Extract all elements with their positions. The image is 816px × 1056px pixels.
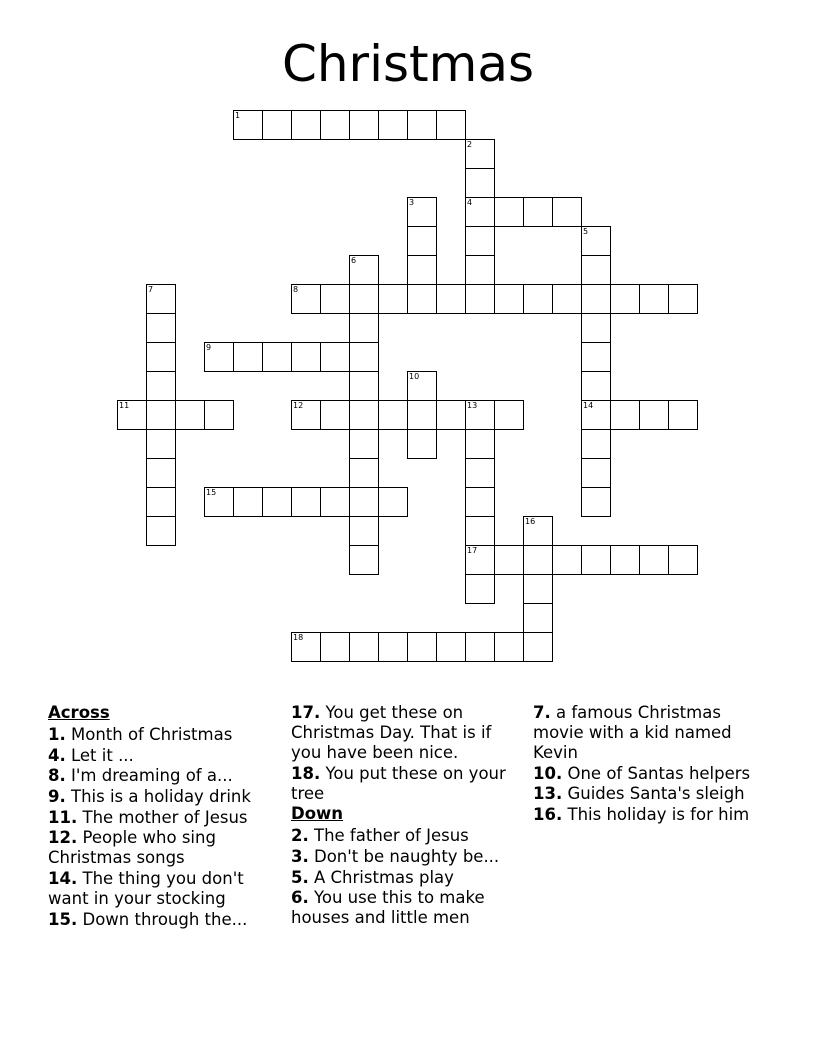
grid-cell[interactable] [581, 226, 611, 256]
clue-down-7: 7. a famous Christmas movie with a kid named Kevin [533, 703, 732, 762]
grid-cell[interactable] [320, 400, 350, 430]
grid-cell[interactable] [668, 400, 698, 430]
grid-cell[interactable] [146, 400, 176, 430]
grid-cell[interactable] [262, 487, 292, 517]
grid-cell[interactable] [146, 342, 176, 372]
grid-cell[interactable] [146, 487, 176, 517]
grid-cell[interactable] [349, 371, 379, 401]
grid-cell[interactable] [233, 110, 263, 140]
grid-cell[interactable] [378, 632, 408, 662]
grid-cell[interactable] [581, 255, 611, 285]
grid-cell[interactable] [639, 400, 669, 430]
grid-cell[interactable] [378, 110, 408, 140]
clues-column-1 [48, 703, 280, 931]
grid-cell[interactable] [436, 110, 466, 140]
grid-cell[interactable] [146, 313, 176, 343]
grid-cell[interactable] [349, 429, 379, 459]
grid-cell[interactable] [523, 574, 553, 604]
grid-cell[interactable] [407, 197, 437, 227]
clue-down-6: 6. You use this to make houses and little men [291, 888, 485, 928]
grid-cell[interactable] [291, 342, 321, 372]
cell-number: 13 [467, 401, 478, 410]
cell-number: 17 [467, 546, 478, 555]
grid-cell[interactable] [146, 516, 176, 546]
clue-across-11: 11. The mother of Jesus [48, 807, 248, 827]
grid-cell[interactable] [262, 342, 292, 372]
grid-cell[interactable] [610, 400, 640, 430]
cell-number: 18 [293, 633, 304, 642]
grid-cell[interactable] [668, 545, 698, 575]
grid-cell[interactable] [436, 632, 466, 662]
cell-number: 1 [235, 111, 241, 120]
grid-cell[interactable] [320, 487, 350, 517]
grid-cell[interactable] [581, 429, 611, 459]
grid-cell[interactable] [465, 197, 495, 227]
grid-cell[interactable] [465, 632, 495, 662]
grid-cell[interactable] [349, 110, 379, 140]
cell-number: 4 [467, 198, 473, 207]
grid-cell[interactable] [175, 400, 205, 430]
grid-cell[interactable] [523, 516, 553, 546]
clue-across-1: 1. Month of Christmas [48, 725, 233, 744]
grid-cell[interactable] [349, 632, 379, 662]
cell-number: 15 [206, 488, 217, 497]
grid-cell[interactable] [436, 400, 466, 430]
grid-cell[interactable] [581, 400, 611, 430]
clues-column-2 [291, 703, 523, 929]
grid-cell[interactable] [349, 400, 379, 430]
across-heading: Across [48, 703, 110, 722]
grid-cell[interactable] [523, 632, 553, 662]
grid-cell[interactable] [291, 284, 321, 314]
grid-cell[interactable] [407, 632, 437, 662]
grid-cell[interactable] [465, 458, 495, 488]
grid-cell[interactable] [320, 110, 350, 140]
clue-across-8: 8. I'm dreaming of a... [48, 766, 233, 786]
clues-column-3 [533, 703, 765, 826]
grid-cell[interactable] [581, 342, 611, 372]
grid-cell[interactable] [204, 342, 234, 372]
cell-number: 6 [351, 256, 357, 265]
clue-across-9: 9. This is a holiday drink [48, 787, 251, 807]
grid-cell[interactable] [523, 197, 553, 227]
grid-cell[interactable] [320, 632, 350, 662]
grid-cell[interactable] [407, 371, 437, 401]
grid-cell[interactable] [204, 487, 234, 517]
grid-cell[interactable] [291, 400, 321, 430]
grid-cell[interactable] [465, 545, 495, 575]
cell-number: 8 [293, 285, 299, 294]
grid-cell[interactable] [146, 429, 176, 459]
grid-cell[interactable] [320, 342, 350, 372]
clue-across-18: 18. You put these on your tree [291, 763, 506, 803]
grid-cell[interactable] [610, 284, 640, 314]
grid-cell[interactable] [349, 516, 379, 546]
clue-across-4: 4. Let it ... [48, 745, 134, 765]
grid-cell[interactable] [378, 284, 408, 314]
grid-cell[interactable] [407, 226, 437, 256]
grid-cell[interactable] [349, 313, 379, 343]
grid-cell[interactable] [610, 545, 640, 575]
grid-cell[interactable] [494, 284, 524, 314]
grid-cell[interactable] [349, 255, 379, 285]
cell-number: 16 [525, 517, 536, 526]
grid-cell[interactable] [465, 574, 495, 604]
down-heading: Down [291, 804, 344, 824]
grid-cell[interactable] [465, 226, 495, 256]
cell-number: 2 [467, 140, 473, 149]
clue-down-10: 10. One of Santas helpers [533, 763, 751, 783]
clue-across-15: 15. Down through the... [48, 909, 248, 929]
cell-number: 3 [409, 198, 415, 207]
grid-cell[interactable] [465, 400, 495, 430]
clue-down-5: 5. A Christmas play [291, 867, 454, 887]
grid-cell[interactable] [523, 545, 553, 575]
cell-number: 7 [148, 285, 154, 294]
grid-cell[interactable] [465, 139, 495, 169]
clue-down-16: 16. This holiday is for him [533, 805, 750, 825]
grid-cell[interactable] [146, 284, 176, 314]
clue-down-3: 3. Don't be naughty be... [291, 847, 500, 867]
grid-cell[interactable] [291, 487, 321, 517]
grid-cell[interactable] [320, 284, 350, 314]
grid-cell[interactable] [494, 545, 524, 575]
grid-cell[interactable] [465, 516, 495, 546]
grid-cell[interactable] [262, 110, 292, 140]
cell-number: 9 [206, 343, 212, 352]
grid-cell[interactable] [581, 313, 611, 343]
grid-cell[interactable] [378, 400, 408, 430]
grid-cell[interactable] [291, 632, 321, 662]
puzzle-title: Christmas [281, 35, 535, 93]
grid-cell[interactable] [465, 255, 495, 285]
grid-cell[interactable] [204, 400, 234, 430]
grid-cell[interactable] [581, 371, 611, 401]
clue-down-2: 2. The father of Jesus [291, 826, 469, 846]
grid-cell[interactable] [436, 284, 466, 314]
clue-across-14: 14. The thing you don't want in your stocking [48, 869, 244, 909]
grid-cell[interactable] [581, 458, 611, 488]
grid-cell[interactable] [465, 429, 495, 459]
grid-cell[interactable] [639, 545, 669, 575]
grid-cell[interactable] [581, 487, 611, 517]
grid-cell[interactable] [668, 284, 698, 314]
grid-cell[interactable] [581, 545, 611, 575]
cell-number: 10 [409, 372, 420, 381]
grid-cell[interactable] [465, 487, 495, 517]
cell-number: 11 [119, 401, 130, 410]
grid-cell[interactable] [465, 168, 495, 198]
grid-cell[interactable] [494, 197, 524, 227]
grid-cell[interactable] [552, 545, 582, 575]
clue-down-13: 13. Guides Santa's sleigh [533, 784, 745, 804]
grid-cell[interactable] [349, 284, 379, 314]
cell-number: 14 [583, 401, 594, 410]
grid-cell[interactable] [146, 371, 176, 401]
grid-cell[interactable] [378, 487, 408, 517]
grid-cell[interactable] [639, 284, 669, 314]
grid-cell[interactable] [233, 342, 263, 372]
grid-cell[interactable] [407, 255, 437, 285]
grid-cell[interactable] [117, 400, 147, 430]
grid-cell[interactable] [407, 284, 437, 314]
grid-cell[interactable] [291, 110, 321, 140]
cell-number: 12 [293, 401, 304, 410]
grid-cell[interactable] [349, 458, 379, 488]
grid-cell[interactable] [349, 487, 379, 517]
grid-cell[interactable] [407, 400, 437, 430]
grid-cell[interactable] [146, 458, 176, 488]
grid-cell[interactable] [552, 197, 582, 227]
grid-cell[interactable] [407, 429, 437, 459]
grid-cell[interactable] [349, 342, 379, 372]
clue-across-12: 12. People who sing Christmas songs [48, 828, 216, 868]
grid-cell[interactable] [407, 110, 437, 140]
cell-number: 5 [583, 227, 589, 236]
grid-cell[interactable] [581, 284, 611, 314]
grid-cell[interactable] [349, 545, 379, 575]
grid-cell[interactable] [523, 603, 553, 633]
grid-cell[interactable] [494, 400, 524, 430]
clue-across-17: 17. You get these on Christmas Day. That is if you have been nice. [291, 703, 492, 762]
grid-cell[interactable] [465, 284, 495, 314]
grid-cell[interactable] [523, 284, 553, 314]
grid-cell[interactable] [494, 632, 524, 662]
grid-cell[interactable] [233, 487, 263, 517]
grid-cell[interactable] [552, 284, 582, 314]
